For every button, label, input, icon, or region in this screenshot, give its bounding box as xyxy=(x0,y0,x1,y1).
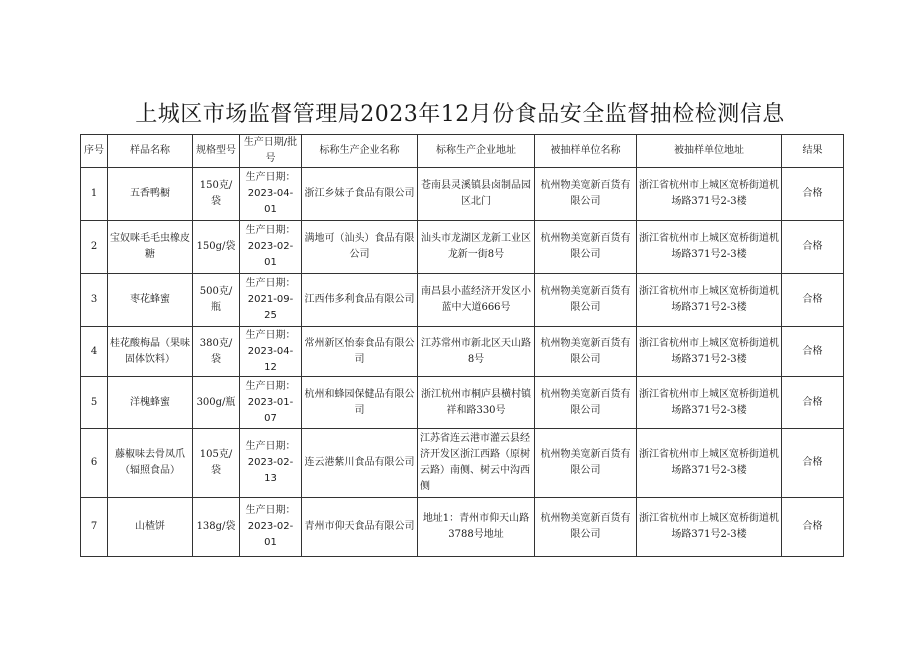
cell-no: 5 xyxy=(81,377,108,429)
cell-no: 3 xyxy=(81,274,108,327)
header-sampled-unit: 被抽样单位名称 xyxy=(535,135,637,168)
header-result: 结果 xyxy=(782,135,844,168)
cell-maker-address: 江苏省连云港市灌云县经济开发区浙江西路（原树云路）南侧、树云中沟西侧 xyxy=(418,429,535,498)
table-row xyxy=(81,498,844,557)
cell-result: 合格 xyxy=(782,221,844,274)
header-sample-name: 样品名称 xyxy=(108,135,193,168)
cell-sampled-unit: 杭州物美宽新百货有限公司 xyxy=(535,377,637,429)
cell-result: 合格 xyxy=(782,274,844,327)
cell-maker-address: 汕头市龙湖区龙新工业区龙新一街8号 xyxy=(418,221,535,274)
cell-maker: 满地可（汕头）食品有限公司 xyxy=(302,221,418,274)
cell-sampled-unit: 杭州物美宽新百货有限公司 xyxy=(535,274,637,327)
cell-sample-name: 洋槐蜂蜜 xyxy=(108,377,193,429)
cell-sampled-unit: 杭州物美宽新百货有限公司 xyxy=(535,168,637,221)
inspection-table xyxy=(80,134,844,557)
table-row xyxy=(81,221,844,274)
cell-maker: 浙江乡妹子食品有限公司 xyxy=(302,168,418,221)
cell-result: 合格 xyxy=(782,168,844,221)
cell-maker-address: 江苏常州市新北区天山路8号 xyxy=(418,327,535,377)
cell-production-date: 生产日期：2023-02-01 xyxy=(240,221,302,274)
header-maker-address: 标称生产企业地址 xyxy=(418,135,535,168)
header-production-date: 生产日期/批号 xyxy=(240,135,302,168)
cell-sampled-address: 浙江省杭州市上城区宽桥街道机场路371号2-3楼 xyxy=(637,274,782,327)
cell-no: 2 xyxy=(81,221,108,274)
cell-maker: 杭州和蜂园保健品有限公司 xyxy=(302,377,418,429)
cell-maker: 常州新区怡泰食品有限公司 xyxy=(302,327,418,377)
cell-sampled-unit: 杭州物美宽新百货有限公司 xyxy=(535,221,637,274)
cell-spec: 500克/瓶 xyxy=(193,274,240,327)
cell-sampled-unit: 杭州物美宽新百货有限公司 xyxy=(535,498,637,557)
cell-maker-address: 南昌县小蓝经济开发区小蓝中大道666号 xyxy=(418,274,535,327)
cell-maker-address: 地址1：青州市仰天山路3788号地址 xyxy=(418,498,535,557)
cell-result: 合格 xyxy=(782,327,844,377)
cell-sample-name: 枣花蜂蜜 xyxy=(108,274,193,327)
table-header-row xyxy=(81,135,844,168)
cell-sample-name: 五香鸭橱 xyxy=(108,168,193,221)
cell-maker: 江西伟多利食品有限公司 xyxy=(302,274,418,327)
cell-sampled-address: 浙江省杭州市上城区宽桥街道机场路371号2-3楼 xyxy=(637,377,782,429)
table-row xyxy=(81,429,844,498)
header-sampled-address: 被抽样单位地址 xyxy=(637,135,782,168)
header-maker: 标称生产企业名称 xyxy=(302,135,418,168)
cell-maker: 青州市仰天食品有限公司 xyxy=(302,498,418,557)
header-spec: 规格型号 xyxy=(193,135,240,168)
cell-no: 6 xyxy=(81,429,108,498)
cell-sample-name: 山楂饼 xyxy=(108,498,193,557)
cell-production-date: 生产日期：2023-04-12 xyxy=(240,327,302,377)
cell-sampled-address: 浙江省杭州市上城区宽桥街道机场路371号2-3楼 xyxy=(637,429,782,498)
table-row xyxy=(81,327,844,377)
cell-result: 合格 xyxy=(782,498,844,557)
cell-spec: 380克/袋 xyxy=(193,327,240,377)
cell-sampled-unit: 杭州物美宽新百货有限公司 xyxy=(535,327,637,377)
cell-sampled-address: 浙江省杭州市上城区宽桥街道机场路371号2-3楼 xyxy=(637,327,782,377)
cell-no: 1 xyxy=(81,168,108,221)
cell-sampled-address: 浙江省杭州市上城区宽桥街道机场路371号2-3楼 xyxy=(637,168,782,221)
table-row xyxy=(81,168,844,221)
header-no: 序号 xyxy=(81,135,108,168)
cell-production-date: 生产日期：2023-02-01 xyxy=(240,498,302,557)
cell-maker: 连云港紫川食品有限公司 xyxy=(302,429,418,498)
cell-spec: 138g/袋 xyxy=(193,498,240,557)
cell-spec: 150克/袋 xyxy=(193,168,240,221)
cell-sample-name: 宝奴咪毛毛虫橡皮糖 xyxy=(108,221,193,274)
cell-maker-address: 浙江杭州市桐庐县横村镇祥和路330号 xyxy=(418,377,535,429)
cell-no: 7 xyxy=(81,498,108,557)
page-title: 上城区市场监督管理局2023年12月份食品安全监督抽检检测信息 xyxy=(135,102,785,127)
cell-production-date: 生产日期：2023-02-13 xyxy=(240,429,302,498)
cell-sample-name: 藤椒味去骨凤爪（辐照食品） xyxy=(108,429,193,498)
cell-sampled-unit: 杭州物美宽新百货有限公司 xyxy=(535,429,637,498)
cell-result: 合格 xyxy=(782,377,844,429)
table-row xyxy=(81,274,844,327)
cell-production-date: 生产日期：2023-04-01 xyxy=(240,168,302,221)
cell-no: 4 xyxy=(81,327,108,377)
cell-sample-name: 桂花酸梅晶（果味固体饮料） xyxy=(108,327,193,377)
cell-spec: 300g/瓶 xyxy=(193,377,240,429)
cell-spec: 105克/袋 xyxy=(193,429,240,498)
cell-production-date: 生产日期：2023-01-07 xyxy=(240,377,302,429)
cell-sampled-address: 浙江省杭州市上城区宽桥街道机场路371号2-3楼 xyxy=(637,221,782,274)
cell-spec: 150g/袋 xyxy=(193,221,240,274)
cell-production-date: 生产日期：2021-09-25 xyxy=(240,274,302,327)
table-row xyxy=(81,377,844,429)
cell-sampled-address: 浙江省杭州市上城区宽桥街道机场路371号2-3楼 xyxy=(637,498,782,557)
cell-result: 合格 xyxy=(782,429,844,498)
cell-maker-address: 苍南县灵溪镇县卤制品园区北门 xyxy=(418,168,535,221)
